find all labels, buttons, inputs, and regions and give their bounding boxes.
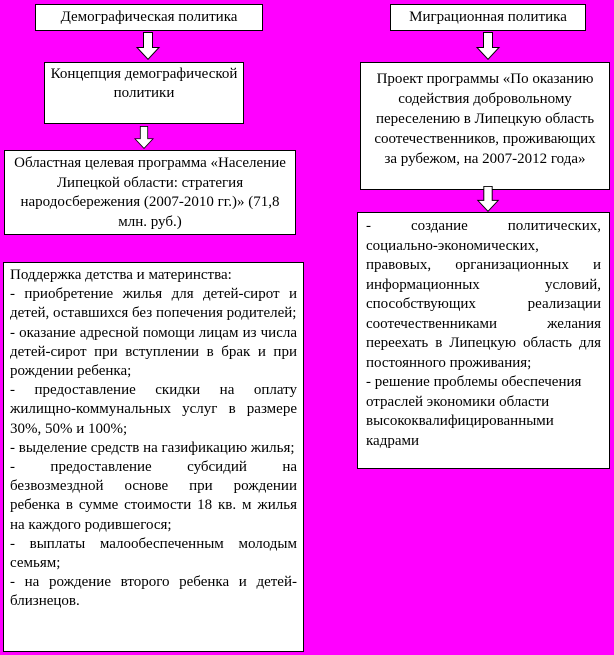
list-item: - решение проблемы обеспечения отраслей экономики области высококвалифицированными кадрами [366, 374, 582, 449]
down-arrow-icon [475, 32, 501, 60]
childhood-support-title: Поддержка детства и материнства: [10, 267, 232, 283]
down-arrow-icon [135, 32, 161, 60]
down-arrow-icon [131, 126, 157, 149]
list-item: - предоставление субсидий на безвозмездной основе при рождении ребенка в сумме стоимости 18 кв. м жилья на каждого родившегося; [10, 459, 297, 533]
resettlement-program-box: Проект программы «По оказанию содействия добровольному переселению в Липецкую область соотечественников, проживающих за рубежом, на 2007-2012 года» [360, 62, 610, 190]
demographic-concept-box: Концепция демографической политики [44, 62, 244, 124]
list-item: - на рождение второго ребенка и детей-близнецов. [10, 574, 297, 610]
regional-program-box: Областная целевая программа «Население Липецкой области: стратегия народосбережения (2007-2010 гг.)» (71,8 млн. руб.) [4, 150, 296, 235]
list-item: - предоставление скидки на оплату жилищно-коммунальных услуг в размере 30%, 50% и 100%; [10, 382, 297, 437]
list-item: - выделение средств на газификацию жилья; [10, 439, 295, 456]
childhood-support-list [10, 285, 297, 611]
list-item: - создание политических, социально-экономических, правовых, организационных и информационных условий, способствующих реализации соотечественниками желания переехать в Липецкую область для постоянного проживания; [366, 218, 601, 371]
down-arrow-icon [475, 186, 501, 212]
list-item: - приобретение жилья для детей-сирот и детей, оставшихся без попечения родителей; [10, 286, 297, 322]
migration-policy-title-box: Миграционная политика [390, 4, 586, 31]
list-item: - оказание адресной помощи лицам из числа детей-сирот при вступлении в брак и при рождении ребенка; [10, 324, 297, 380]
migration-goals-box [357, 212, 610, 469]
list-item: - выплаты малообеспеченным молодым семьям; [10, 535, 297, 572]
childhood-support-box [3, 262, 304, 652]
demographic-policy-title-box: Демографическая политика [35, 4, 263, 31]
